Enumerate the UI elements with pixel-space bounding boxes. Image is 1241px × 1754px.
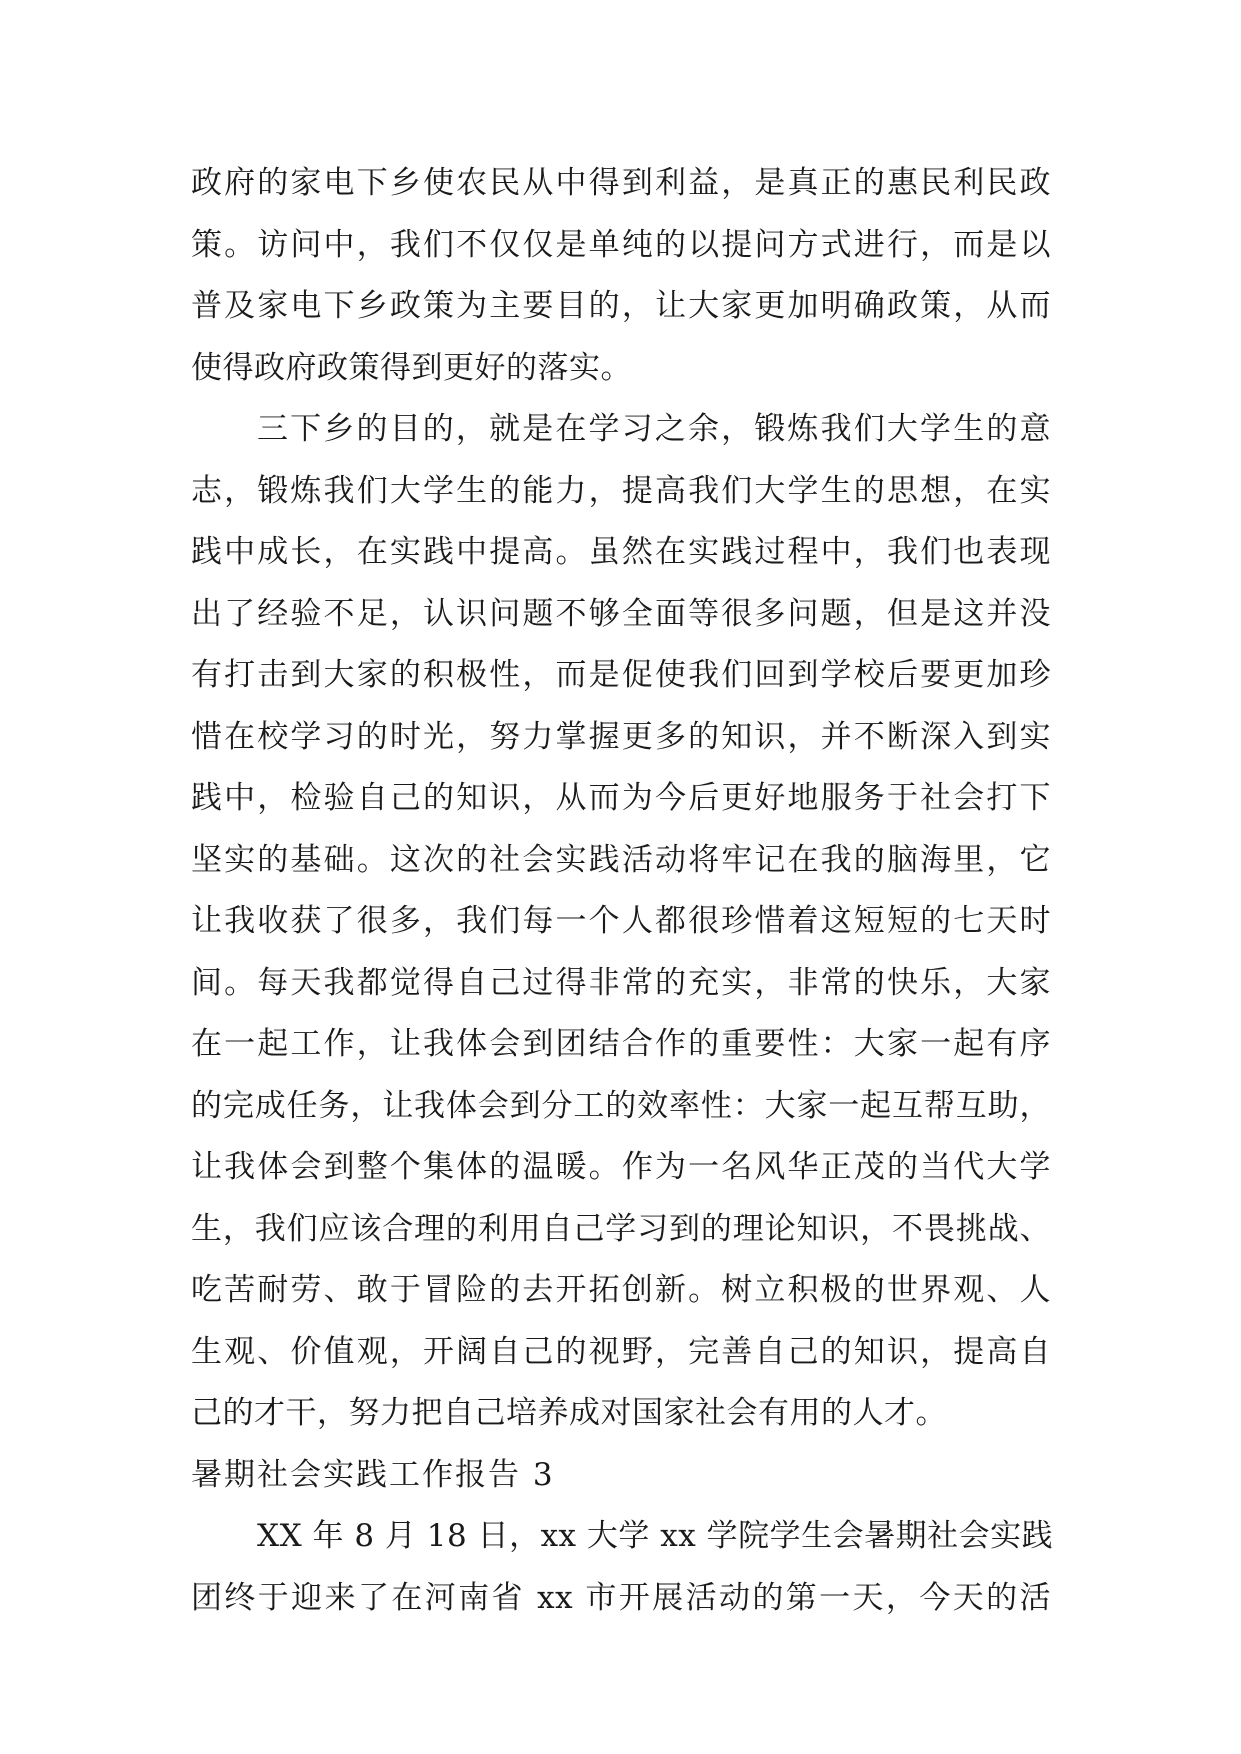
- paragraph-2-line-15: 吃苦耐劳、敢于冒险的去开拓创新。树立积极的世界观、人: [191, 1272, 1051, 1308]
- paragraph-2-line-17: 己的才干，努力把自己培养成对国家社会有用的人才。: [191, 1395, 947, 1431]
- paragraph-2-line-12: 的完成任务，让我体会到分工的效率性：大家一起互帮互助，: [191, 1087, 1051, 1124]
- paragraph-2-line-3: 践中成长，在实践中提高。虽然在实践过程中，我们也表现: [191, 534, 1051, 570]
- paragraph-2-line-5: 有打击到大家的积极性，而是促使我们回到学校后要更加珍: [191, 657, 1051, 693]
- paragraph-3-line-1: XX 年 8 月 18 日，xx 大学 xx 学院学生会暑期社会实践: [257, 1518, 1054, 1554]
- paragraph-2-line-7: 践中，检验自己的知识，从而为今后更好地服务于社会打下: [191, 780, 1051, 816]
- paragraph-2-line-13: 让我体会到整个集体的温暖。作为一名风华正茂的当代大学: [191, 1149, 1051, 1185]
- paragraph-2-line-1: 三下乡的目的，就是在学习之余，锻炼我们大学生的意: [257, 411, 1051, 447]
- paragraph-2-line-2: 志，锻炼我们大学生的能力，提高我们大学生的思想，在实: [191, 472, 1051, 509]
- paragraph-2-line-11: 在一起工作，让我体会到团结合作的重要性：大家一起有序: [191, 1026, 1051, 1062]
- paragraph-1-line-1: 政府的家电下乡使农民从中得到利益，是真正的惠民利民政: [191, 165, 1051, 201]
- document-body: [191, 153, 1054, 1629]
- paragraph-2-line-4: 出了经验不足，认识问题不够全面等很多问题，但是这并没: [191, 595, 1051, 632]
- paragraph-2-line-6: 惜在校学习的时光，努力掌握更多的知识，并不断深入到实: [191, 718, 1051, 755]
- paragraph-1-line-3: 普及家电下乡政策为主要目的，让大家更加明确政策，从而: [191, 288, 1051, 324]
- paragraph-2-line-8: 坚实的基础。这次的社会实践活动将牢记在我的脑海里，它: [191, 841, 1051, 878]
- section-heading: 暑期社会实践工作报告 3: [191, 1456, 555, 1493]
- paragraph-2-line-10: 间。每天我都觉得自己过得非常的充实，非常的快乐，大家: [191, 964, 1051, 1001]
- paragraph-1-line-4: 使得政府政策得到更好的落实。: [191, 349, 632, 386]
- paragraph-2-line-16: 生观、价值观，开阔自己的视野，完善自己的知识，提高自: [191, 1333, 1051, 1370]
- paragraph-1-line-2: 策。访问中，我们不仅仅是单纯的以提问方式进行，而是以: [191, 226, 1051, 263]
- paragraph-2-line-9: 让我收获了很多，我们每一个人都很珍惜着这短短的七天时: [191, 903, 1051, 939]
- paragraph-2-line-14: 生，我们应该合理的利用自己学习到的理论知识，不畏挑战、: [191, 1210, 1051, 1247]
- paragraph-3-line-2: 团终于迎来了在河南省 xx 市开展活动的第一天，今天的活: [191, 1579, 1051, 1616]
